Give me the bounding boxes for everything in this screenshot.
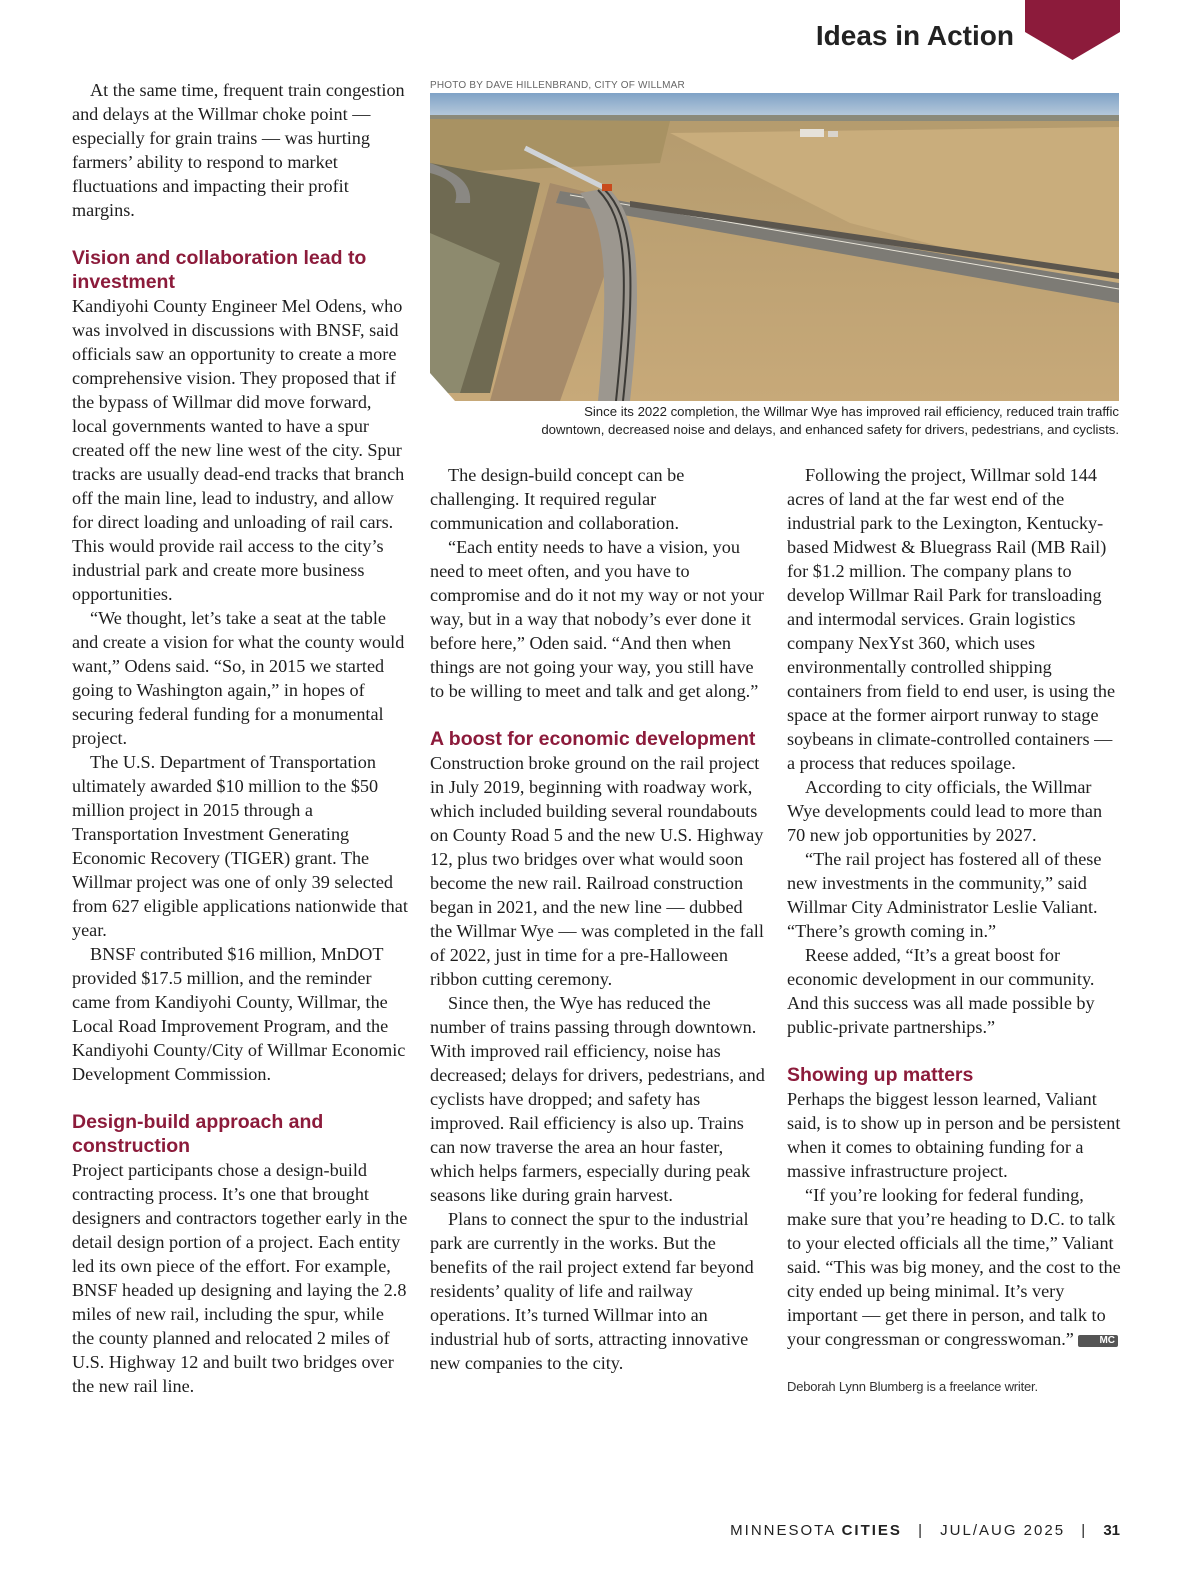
paragraph: The design-build concept can be challenging. It required regular communication and collaboration. <box>430 465 685 533</box>
subheading-showing-up: Showing up matters <box>787 1064 974 1086</box>
page-footer <box>730 1522 1120 1539</box>
paragraph: Kandiyohi County Engineer Mel Odens, who was involved in discussions with BNSF, said officials saw an opportunity to create a more comprehensive vision. They proposed that if the bypass of Willmar did move forward, local governments wanted to have a spur created off the new line west of the city. Spur tracks are usually dead-end tracks that branch off the main line, lead to industry, and allow for direct loading and unloading of rail cars. This would provide rail access to the city’s industrial park and create more business opportunities. <box>72 296 405 604</box>
article-column-1 <box>72 78 408 1398</box>
paragraph: Reese added, “It’s a great boost for economic development in our community. And this success was all made possible by public-private partnerships.” <box>787 945 1095 1037</box>
aerial-photo-illustration <box>430 93 1119 401</box>
paragraph: “The rail project has fostered all of these new investments in the community,” said Willmar City Administrator Leslie Valiant. “There’s growth coming in.” <box>787 849 1102 941</box>
photo-credit: PHOTO BY DAVE HILLENBRAND, CITY OF WILLMAR <box>430 80 685 91</box>
paragraph: Plans to connect the spur to the industrial park are currently in the works. But the benefits of the rail project extend far beyond residents’ quality of life and railway operations. It’s turned Willmar into an industrial hub of sorts, attracting innovative new companies to the city. <box>430 1209 754 1373</box>
end-mark-icon: MC <box>1078 1335 1118 1347</box>
section-title: Ideas in Action <box>815 20 1014 51</box>
paragraph: Since then, the Wye has reduced the number of trains passing through downtown. With improved rail efficiency, noise has decreased; delays for drivers, pedestrians, and cyclists have dropped; and safety has improved. Rail efficiency is also up. Trains can now traverse the area an hour faster, which helps farmers, especially during peak seasons like during grain harvest. <box>430 993 765 1205</box>
magazine-name-bold: CITIES <box>841 1522 902 1539</box>
magazine-name: MINNESOTA <box>730 1522 836 1539</box>
subheading-economic-boost: A boost for economic development <box>430 728 756 750</box>
article-column-3 <box>787 463 1123 1399</box>
subheading-vision: Vision and collaboration lead to investment <box>72 247 367 293</box>
paragraph: Following the project, Willmar sold 144 acres of land at the far west end of the industrial park to the Lexington, Kentucky-based Midwest & Bluegrass Rail (MB Rail) for $1.2 million. The company plans to develop Willmar Rail Park for transloading and intermodal services. Grain logistics company NexYst 360, which uses environmentally controlled shipping containers from field to end user, is using the space at the former airport runway to stage soybeans in climate-controlled containers — a process that reduces spoilage. <box>787 465 1116 773</box>
issue-date: JUL/AUG 2025 <box>940 1522 1066 1539</box>
caption-line-1: Since its 2022 completion, the Willmar Wye has improved rail efficiency, reduced train traffic <box>584 404 1119 419</box>
footer-separator: | <box>918 1522 924 1539</box>
paragraph: Project participants chose a design-build contracting process. It’s one that brought designers and contractors together early in the detail design portion of a project. Each entity led its own piece of the effort. For example, BNSF headed up designing and laying the 2.8 miles of new rail, including the spur, while the county planned and relocated 2 miles of U.S. Highway 12 and built two bridges over the new rail line. <box>72 1160 408 1396</box>
paragraph: The U.S. Department of Transportation ultimately awarded $10 million to the $50 million project in 2015 through a Transportation Investment Generating Economic Recovery (TIGER) grant. The Willmar project was one of only 39 selected from 627 eligible applications nationwide that year. <box>72 752 408 940</box>
paragraph: Construction broke ground on the rail project in July 2019, beginning with roadway work, which included building several roundabouts on County Road 5 and the new U.S. Highway 12, plus two bridges over what would soon become the new rail. Railroad construction began in 2021, and the new line — dubbed the Willmar Wye — was completed in the fall of 2022, just in time for a pre-Halloween ribbon cutting ceremony. <box>430 753 764 989</box>
paragraph-final <box>787 1183 1123 1351</box>
paragraph: Perhaps the biggest lesson learned, Valiant said, is to show up in person and be persistent when it comes to obtaining funding for a massive infrastructure project. <box>787 1089 1121 1181</box>
subheading-design-build: Design-build approach and construction <box>72 1111 324 1157</box>
photo-caption <box>430 403 1119 439</box>
article-column-2 <box>430 463 766 1375</box>
paragraph: “We thought, let’s take a seat at the table and create a vision for what the county would want,” Odens said. “So, in 2015 we started going to Washington again,” in hopes of securing federal funding for a monumental project. <box>72 608 405 748</box>
section-tab-marker <box>1025 0 1120 60</box>
page-number: 31 <box>1103 1522 1120 1539</box>
willmar-wye-aerial-photo <box>430 93 1119 401</box>
author-byline: Deborah Lynn Blumberg is a freelance writer. <box>787 1379 1038 1394</box>
paragraph: According to city officials, the Willmar Wye developments could lead to more than 70 new job opportunities by 2027. <box>787 777 1103 845</box>
footer-separator: | <box>1081 1522 1088 1539</box>
paragraph: BNSF contributed $16 million, MnDOT provided $17.5 million, and the reminder came from Kandiyohi County, Willmar, the Local Road Improvement Program, and the Kandiyohi County/City of Willmar Economic Development Commission. <box>72 944 406 1084</box>
paragraph: At the same time, frequent train congestion and delays at the Willmar choke point — especially for grain trains — was hurting farmers’ ability to respond to market fluctuations and impacting their profit margins. <box>72 80 405 220</box>
paragraph-text: “If you’re looking for federal funding, make sure that you’re heading to D.C. to talk to your elected officials all the time,” Valiant said. “This was big money, and the cost to the city ended up being minimal. It’s very important — get there in person, and talk to your congressman or congresswoman.” <box>787 1185 1121 1349</box>
paragraph: “Each entity needs to have a vision, you need to meet often, and you have to compromise and do it not my way or not your way, but in a way that nobody’s ever done it before here,” Oden said. “And then when things are not going your way, you still have to be willing to meet and talk and get along.” <box>430 537 764 701</box>
caption-line-2: downtown, decreased noise and delays, and enhanced safety for drivers, pedestrians, and cyclists. <box>541 422 1119 437</box>
